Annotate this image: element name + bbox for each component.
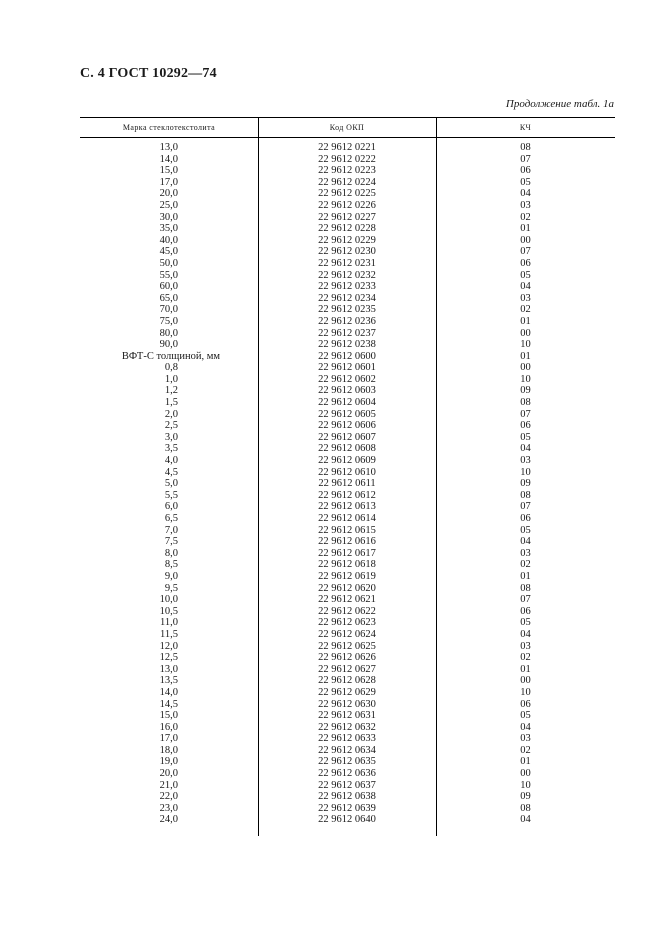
- table-row: [80, 177, 615, 189]
- cell-grade: 11,0: [160, 617, 178, 629]
- table-row: [80, 420, 615, 432]
- cell-okp-code: 22 9612 0613: [318, 501, 376, 513]
- table-row: [80, 397, 615, 409]
- cell-grade: 4,0: [164, 455, 178, 467]
- table-row: [80, 756, 615, 768]
- cell-grade: 18,0: [159, 744, 178, 756]
- table-row: [80, 490, 615, 502]
- cell-kch: 01: [520, 570, 531, 582]
- cell-kch: 08: [520, 397, 531, 409]
- cell-okp-code: 22 9612 0640: [318, 814, 376, 826]
- table-row: [80, 281, 615, 293]
- cell-kch: 03: [520, 547, 531, 559]
- cell-kch: 09: [520, 791, 531, 803]
- cell-grade: 50,0: [159, 257, 178, 269]
- table-row: [80, 165, 615, 177]
- cell-grade: 8,5: [164, 559, 178, 571]
- cell-okp-code: 22 9612 0604: [318, 397, 376, 409]
- cell-grade: 9,0: [164, 570, 178, 582]
- cell-kch: 04: [520, 628, 531, 640]
- cell-grade: 2,5: [164, 420, 178, 432]
- column-divider: [436, 117, 437, 836]
- cell-okp-code: 22 9612 0237: [318, 327, 376, 339]
- cell-grade: 65,0: [159, 292, 178, 304]
- cell-kch: 08: [520, 489, 531, 501]
- table-row: [80, 200, 615, 212]
- cell-okp-code: 22 9612 0624: [318, 628, 376, 640]
- cell-okp-code: 22 9612 0222: [318, 153, 376, 165]
- table-row: [80, 293, 615, 305]
- cell-kch: 09: [520, 478, 531, 490]
- table-row: [80, 467, 615, 479]
- cell-okp-code: 22 9612 0612: [318, 489, 376, 501]
- table-row: [80, 432, 615, 444]
- okp-code-table: [80, 117, 615, 826]
- cell-kch: 06: [520, 605, 531, 617]
- cell-okp-code: 22 9612 0228: [318, 223, 376, 235]
- cell-okp-code: 22 9612 0634: [318, 744, 376, 756]
- cell-kch: 01: [520, 663, 531, 675]
- cell-okp-code: 22 9612 0602: [318, 373, 376, 385]
- cell-kch: 00: [520, 362, 531, 374]
- table-row: [80, 814, 615, 826]
- cell-kch: 04: [520, 536, 531, 548]
- table-row: [80, 223, 615, 235]
- cell-kch: 05: [520, 617, 531, 629]
- cell-kch: 00: [520, 675, 531, 687]
- table-row: [80, 606, 615, 618]
- cell-kch: 07: [520, 153, 531, 165]
- cell-kch: 08: [520, 802, 531, 814]
- cell-okp-code: 22 9612 0233: [318, 281, 376, 293]
- cell-kch: 09: [520, 385, 531, 397]
- cell-okp-code: 22 9612 0235: [318, 304, 376, 316]
- cell-grade: 22,0: [159, 791, 178, 803]
- cell-okp-code: 22 9612 0221: [318, 142, 376, 153]
- cell-grade: 23,0: [159, 802, 178, 814]
- column-divider: [258, 117, 259, 836]
- cell-kch: 05: [520, 431, 531, 443]
- cell-okp-code: 22 9612 0610: [318, 466, 376, 478]
- cell-grade: 1,5: [164, 397, 178, 409]
- cell-kch: 03: [520, 292, 531, 304]
- cell-kch: 03: [520, 199, 531, 211]
- table-row: [80, 270, 615, 282]
- cell-okp-code: 22 9612 0637: [318, 779, 376, 791]
- table-row: [80, 687, 615, 699]
- cell-okp-code: 22 9612 0609: [318, 455, 376, 467]
- table-row: [80, 664, 615, 676]
- table-row: [80, 641, 615, 653]
- cell-grade: 55,0: [159, 269, 178, 281]
- cell-grade: 11,5: [160, 628, 178, 640]
- table-row: [80, 478, 615, 490]
- cell-kch: 06: [520, 513, 531, 524]
- table-row: [80, 316, 615, 328]
- cell-okp-code: 22 9612 0625: [318, 640, 376, 652]
- cell-grade: 12,5: [159, 652, 178, 664]
- cell-kch: 04: [520, 443, 531, 455]
- cell-kch: 00: [520, 768, 531, 780]
- cell-grade: 40,0: [159, 234, 178, 246]
- cell-grade: 17,0: [159, 733, 178, 745]
- table-row: [80, 374, 615, 386]
- cell-okp-code: 22 9612 0631: [318, 710, 376, 722]
- cell-okp-code: 22 9612 0236: [318, 315, 376, 327]
- cell-okp-code: 22 9612 0614: [318, 513, 376, 524]
- cell-kch: 10: [520, 466, 531, 478]
- cell-kch: 03: [520, 455, 531, 467]
- column-header-grade: Марка стеклотекстолита: [122, 123, 216, 132]
- page-header: С. 4 ГОСТ 10292—74: [80, 66, 217, 81]
- cell-kch: 07: [520, 501, 531, 513]
- table-row: [80, 548, 615, 560]
- table-row: [80, 154, 615, 166]
- table-row: [80, 583, 615, 595]
- table-row: [80, 328, 615, 340]
- cell-okp-code: 22 9612 0225: [318, 188, 376, 200]
- cell-grade: 10,5: [159, 605, 178, 617]
- cell-kch: 05: [520, 176, 531, 188]
- cell-grade: 13,0: [159, 663, 178, 675]
- table-row: [80, 803, 615, 815]
- cell-okp-code: 22 9612 0227: [318, 211, 376, 223]
- table-row: [80, 385, 615, 397]
- cell-grade: 7,0: [164, 524, 178, 536]
- table-row: [80, 304, 615, 316]
- cell-grade: 70,0: [159, 304, 178, 316]
- table-row: [80, 362, 615, 374]
- cell-okp-code: 22 9612 0626: [318, 652, 376, 664]
- cell-grade: 35,0: [159, 223, 178, 235]
- cell-grade: 90,0: [159, 339, 178, 351]
- table-row: [80, 617, 615, 629]
- cell-kch: 06: [520, 257, 531, 269]
- cell-okp-code: 22 9612 0623: [318, 617, 376, 629]
- table-row: [80, 235, 615, 247]
- cell-grade: 0,8: [164, 362, 178, 374]
- cell-okp-code: 22 9612 0618: [318, 559, 376, 571]
- cell-okp-code: 22 9612 0615: [318, 524, 376, 536]
- cell-grade: 24,0: [159, 814, 178, 826]
- cell-okp-code: 22 9612 0619: [318, 570, 376, 582]
- cell-grade: 45,0: [159, 246, 178, 258]
- cell-grade: 5,0: [164, 478, 178, 490]
- table-row: [80, 780, 615, 792]
- cell-grade: 6,0: [164, 501, 178, 513]
- table-row: [80, 768, 615, 780]
- table-row: [80, 258, 615, 270]
- cell-kch: 00: [520, 327, 531, 339]
- cell-kch: 04: [520, 721, 531, 733]
- cell-okp-code: 22 9612 0230: [318, 246, 376, 258]
- table-row: [80, 246, 615, 258]
- cell-grade: 19,0: [159, 756, 178, 768]
- cell-kch: 02: [520, 744, 531, 756]
- cell-okp-code: 22 9612 0226: [318, 199, 376, 211]
- cell-okp-code: 22 9612 0224: [318, 176, 376, 188]
- cell-grade: 60,0: [159, 281, 178, 293]
- cell-okp-code: 22 9612 0607: [318, 431, 376, 443]
- cell-grade: 15,0: [159, 165, 178, 177]
- cell-kch: 02: [520, 304, 531, 316]
- cell-kch: 07: [520, 246, 531, 258]
- cell-okp-code: 22 9612 0608: [318, 443, 376, 455]
- cell-okp-code: 22 9612 0238: [318, 339, 376, 351]
- cell-grade: 16,0: [159, 721, 178, 733]
- cell-grade: 2,0: [164, 408, 178, 420]
- cell-kch: 06: [520, 165, 531, 177]
- cell-grade: 5,5: [164, 489, 178, 501]
- cell-okp-code: 22 9612 0639: [318, 802, 376, 814]
- cell-grade: 25,0: [159, 199, 178, 211]
- cell-grade: 15,0: [159, 710, 178, 722]
- cell-kch: 02: [520, 211, 531, 223]
- cell-kch: 01: [520, 350, 531, 362]
- cell-kch: 05: [520, 524, 531, 536]
- table-row: [80, 513, 615, 525]
- cell-kch: 10: [520, 779, 531, 791]
- table-row: [80, 629, 615, 641]
- cell-grade: 7,5: [164, 536, 178, 548]
- cell-okp-code: 22 9612 0617: [318, 547, 376, 559]
- table-row: [80, 501, 615, 513]
- cell-grade: 10,0: [159, 594, 178, 606]
- cell-kch: 04: [520, 814, 531, 826]
- cell-okp-code: 22 9612 0627: [318, 663, 376, 675]
- cell-kch: 01: [520, 756, 531, 768]
- cell-grade: 80,0: [159, 327, 178, 339]
- cell-kch: 08: [520, 142, 531, 153]
- cell-kch: 03: [520, 640, 531, 652]
- cell-grade: 12,0: [159, 640, 178, 652]
- cell-kch: 02: [520, 652, 531, 664]
- cell-okp-code: 22 9612 0633: [318, 733, 376, 745]
- table-row: [80, 733, 615, 745]
- cell-kch: 02: [520, 559, 531, 571]
- cell-kch: 04: [520, 188, 531, 200]
- cell-grade: 3,0: [164, 431, 178, 443]
- cell-kch: 06: [520, 698, 531, 710]
- cell-okp-code: 22 9612 0629: [318, 686, 376, 698]
- cell-okp-code: 22 9612 0600: [318, 350, 376, 362]
- cell-okp-code: 22 9612 0635: [318, 756, 376, 768]
- cell-okp-code: 22 9612 0638: [318, 791, 376, 803]
- table-row: [80, 594, 615, 606]
- cell-kch: 05: [520, 710, 531, 722]
- cell-kch: 03: [520, 733, 531, 745]
- cell-okp-code: 22 9612 0232: [318, 269, 376, 281]
- cell-grade: 3,5: [164, 443, 178, 455]
- cell-okp-code: 22 9612 0621: [318, 594, 376, 606]
- cell-okp-code: 22 9612 0636: [318, 768, 376, 780]
- cell-kch: 10: [520, 686, 531, 698]
- cell-okp-code: 22 9612 0606: [318, 420, 376, 432]
- cell-kch: 01: [520, 223, 531, 235]
- cell-grade: 1,2: [164, 385, 178, 397]
- cell-grade: 6,5: [164, 513, 178, 524]
- table-row: [80, 339, 615, 351]
- table-row: [80, 212, 615, 224]
- table-row: [80, 571, 615, 583]
- table-row: [80, 652, 615, 664]
- table-row: [80, 409, 615, 421]
- cell-kch: 10: [520, 373, 531, 385]
- cell-grade: 17,0: [159, 176, 178, 188]
- cell-grade: 75,0: [159, 315, 178, 327]
- table-row: [80, 525, 615, 537]
- table-header: [80, 117, 615, 138]
- cell-grade: ВФТ-С толщиной, мм: [121, 350, 220, 362]
- cell-grade: 14,0: [159, 153, 178, 165]
- table-row: [80, 675, 615, 687]
- cell-okp-code: 22 9612 0231: [318, 257, 376, 269]
- table-row: [80, 710, 615, 722]
- cell-grade: 20,0: [159, 188, 178, 200]
- table-row: [80, 699, 615, 711]
- cell-okp-code: 22 9612 0603: [318, 385, 376, 397]
- cell-okp-code: 22 9612 0630: [318, 698, 376, 710]
- cell-kch: 01: [520, 315, 531, 327]
- cell-kch: 00: [520, 234, 531, 246]
- table-row: [80, 142, 615, 154]
- cell-kch: 08: [520, 582, 531, 594]
- cell-okp-code: 22 9612 0620: [318, 582, 376, 594]
- cell-grade: 30,0: [159, 211, 178, 223]
- cell-kch: 07: [520, 594, 531, 606]
- cell-grade: 4,5: [164, 466, 178, 478]
- cell-kch: 07: [520, 408, 531, 420]
- column-header-okp-code: Код ОКП: [329, 123, 365, 132]
- cell-grade: 21,0: [159, 779, 178, 791]
- table-row: [80, 745, 615, 757]
- cell-grade: 1,0: [164, 373, 178, 385]
- table-row: [80, 559, 615, 571]
- cell-kch: 05: [520, 269, 531, 281]
- cell-grade: 14,5: [159, 698, 178, 710]
- cell-okp-code: 22 9612 0616: [318, 536, 376, 548]
- table-row: [80, 188, 615, 200]
- cell-grade: 13,5: [159, 675, 178, 687]
- cell-kch: 06: [520, 420, 531, 432]
- column-header-kch: КЧ: [519, 123, 532, 132]
- cell-grade: 14,0: [159, 686, 178, 698]
- table-row: [80, 351, 615, 363]
- cell-okp-code: 22 9612 0622: [318, 605, 376, 617]
- table-row: [80, 536, 615, 548]
- cell-okp-code: 22 9612 0628: [318, 675, 376, 687]
- cell-grade: 9,5: [164, 582, 178, 594]
- cell-kch: 04: [520, 281, 531, 293]
- cell-okp-code: 22 9612 0601: [318, 362, 376, 374]
- table-body: [80, 138, 615, 826]
- cell-okp-code: 22 9612 0229: [318, 234, 376, 246]
- cell-okp-code: 22 9612 0611: [318, 478, 376, 490]
- table-row: [80, 455, 615, 467]
- cell-okp-code: 22 9612 0234: [318, 292, 376, 304]
- cell-okp-code: 22 9612 0223: [318, 165, 376, 177]
- cell-grade: 20,0: [159, 768, 178, 780]
- table-row: [80, 443, 615, 455]
- table-continuation-label: Продолжение табл. 1а: [505, 98, 614, 110]
- cell-okp-code: 22 9612 0605: [318, 408, 376, 420]
- table-row: [80, 791, 615, 803]
- table-row: [80, 722, 615, 734]
- cell-kch: 10: [520, 339, 531, 351]
- cell-okp-code: 22 9612 0632: [318, 721, 376, 733]
- cell-grade: 8,0: [164, 547, 178, 559]
- cell-grade: 13,0: [159, 142, 178, 153]
